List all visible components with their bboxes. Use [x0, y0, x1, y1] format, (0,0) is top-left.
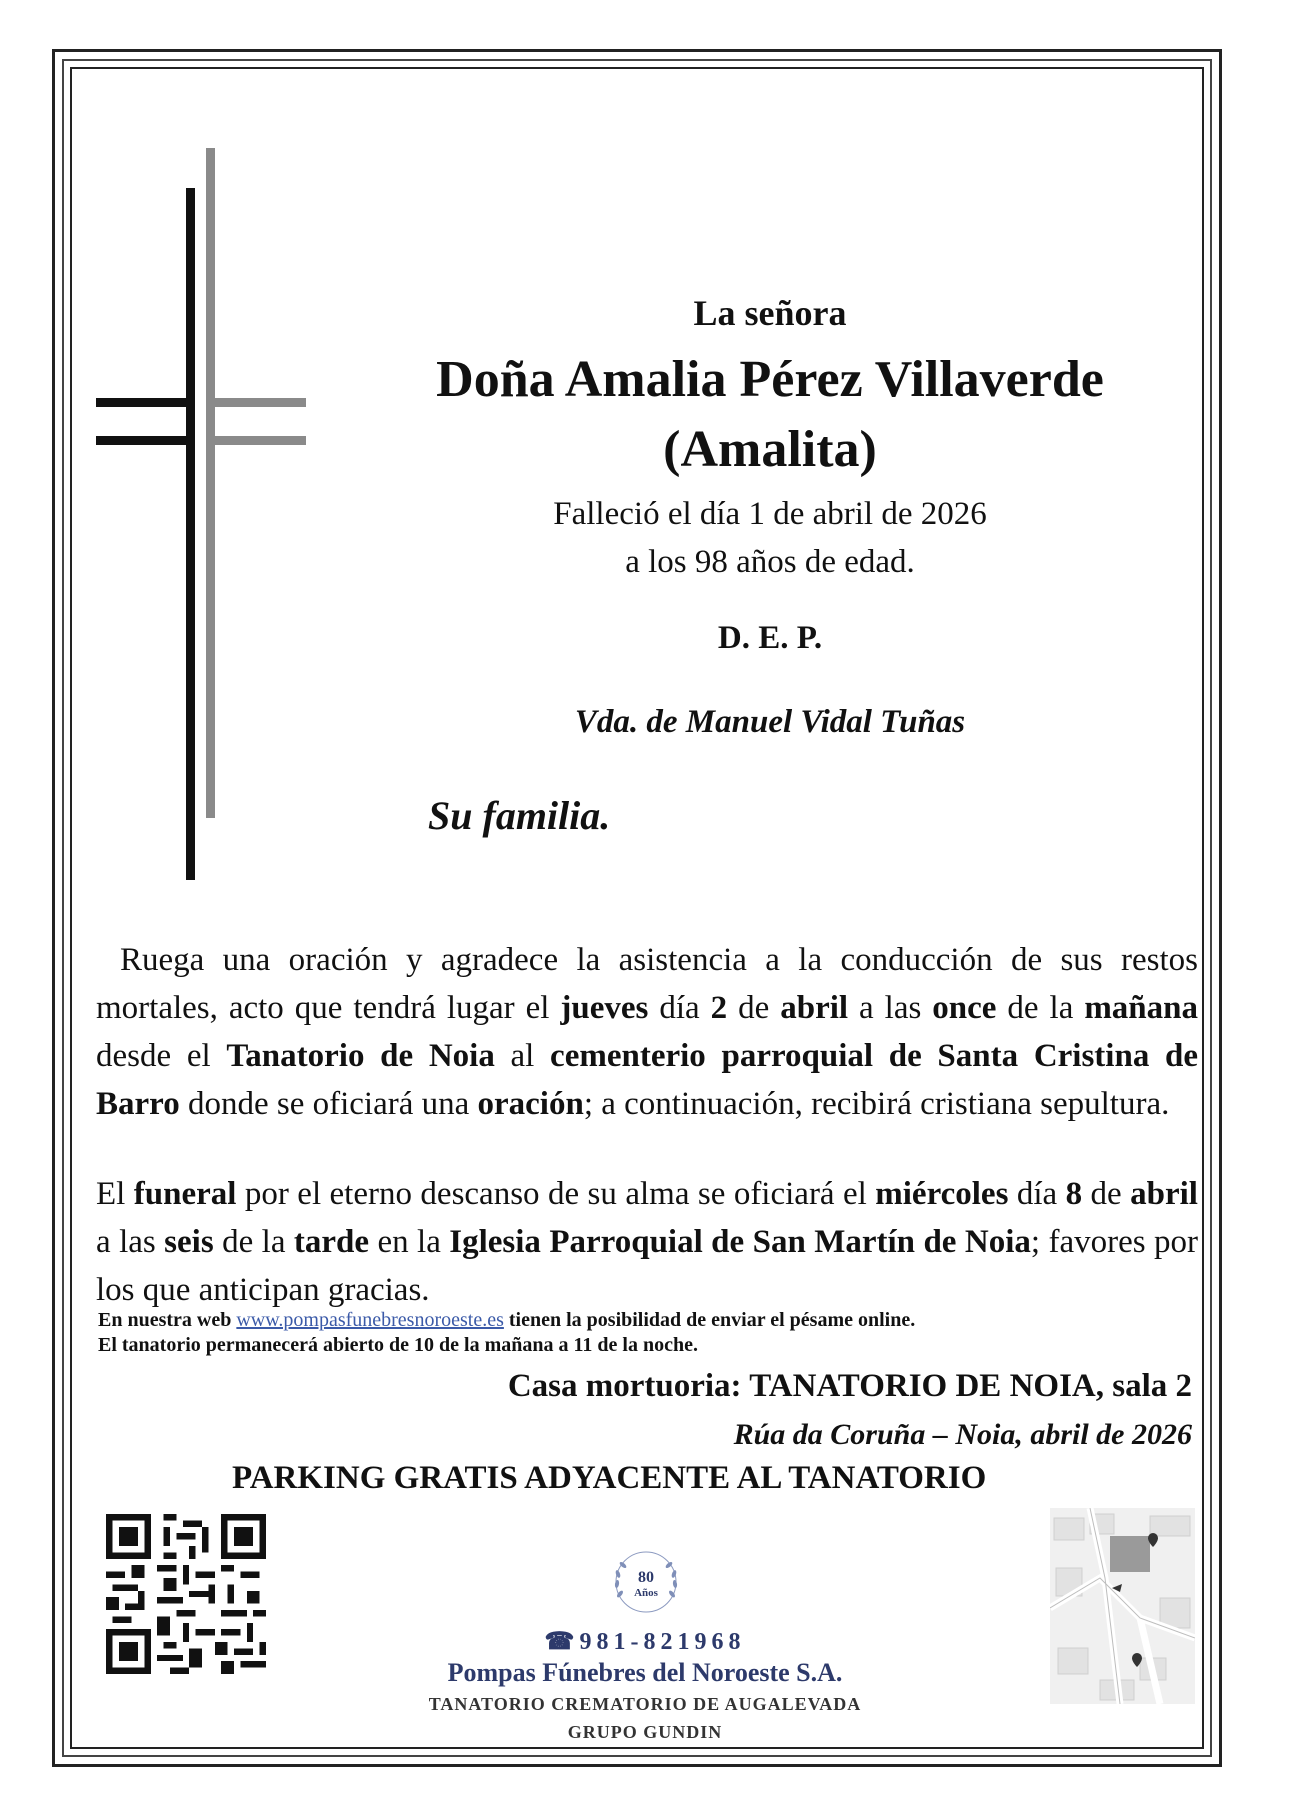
family-signature: Su familia.	[428, 793, 611, 838]
deceased-name: Doña Amalia Pérez Villaverde	[436, 351, 1104, 408]
body-text: día	[648, 990, 711, 1026]
phone-icon: ☎	[544, 1629, 580, 1655]
emphasis-text: mañana	[1084, 990, 1199, 1026]
body-text: de la	[996, 990, 1085, 1026]
emphasis-text: once	[932, 990, 997, 1026]
body-text: de	[727, 990, 781, 1026]
casa-mortuoria: Casa mortuoria: TANATORIO DE NOIA, sala 2	[507, 1368, 1192, 1404]
emphasis-text: tarde	[293, 1224, 370, 1260]
death-date: Falleció el día 1 de abril de 2026	[553, 496, 987, 532]
emphasis-text: funeral	[133, 1176, 237, 1212]
intro-text: La señora	[693, 293, 847, 333]
emphasis-text: cementerio parroquial de Santa Cristina de Barro	[96, 1038, 1199, 1122]
parking-notice: PARKING GRATIS ADYACENTE AL TANATORIO	[232, 1460, 987, 1496]
emphasis-text: oración	[477, 1086, 584, 1122]
phone-number[interactable]: ☎981-821968	[544, 1629, 746, 1655]
body-text: a las	[848, 990, 933, 1026]
website-link[interactable]: www.pompasfunebresnoroeste.es	[236, 1309, 504, 1331]
body-text: día	[1008, 1176, 1066, 1212]
emphasis-text: Iglesia Parroquial de San Martín de Noia	[449, 1224, 1031, 1260]
ceremony-paragraph	[96, 936, 1198, 1128]
logo-number: 80	[638, 1569, 654, 1586]
location-map-icon[interactable]	[1050, 1508, 1195, 1704]
body-text: a las	[96, 1224, 165, 1260]
death-age: a los 98 años de edad.	[625, 544, 915, 580]
widow-line: Vda. de Manuel Vidal Tuñas	[574, 704, 966, 740]
emphasis-text: Tanatorio de Noia	[226, 1038, 495, 1074]
emphasis-text: miércoles	[875, 1176, 1009, 1212]
death-info	[380, 490, 1160, 586]
crematorium-name: TANATORIO CREMATORIO DE AUGALEVADA	[428, 1694, 862, 1714]
body-text: desde el	[96, 1038, 227, 1074]
company-name: Pompas Fúnebres del Noroeste S.A.	[447, 1658, 843, 1687]
body-text: El	[96, 1176, 134, 1212]
emphasis-text: 2	[710, 990, 728, 1026]
body-text: Ruega una oración y agradece la asistencia a la conducción de sus restos mortales, acto que tendrá lugar el	[96, 942, 1198, 1026]
qr-code-icon[interactable]	[106, 1514, 266, 1674]
body-text: de	[1082, 1176, 1131, 1212]
body-text: donde se oficiará una	[179, 1086, 478, 1122]
rip-text: D. E. P.	[717, 620, 823, 656]
logo-text: Años	[634, 1587, 658, 1599]
emphasis-text: jueves	[560, 990, 649, 1026]
emphasis-text: 8	[1065, 1176, 1083, 1212]
anniversary-logo-icon	[606, 1542, 686, 1622]
emphasis-text: abril	[1130, 1176, 1198, 1212]
body-text: en la	[369, 1224, 450, 1260]
body-text: por el eterno descanso de su alma se oficiará el	[236, 1176, 876, 1212]
emphasis-text: abril	[780, 990, 849, 1026]
address-date: Rúa da Coruña – Noia, abril de 2026	[733, 1418, 1192, 1451]
funeral-paragraph	[96, 1170, 1198, 1314]
body-text: al	[494, 1038, 551, 1074]
body-text: ; favores por los que anticipan gracias.	[96, 1224, 1198, 1308]
body-text: ; a continuación, recibirá cristiana sepultura.	[583, 1086, 1170, 1122]
hours-note: El tanatorio permanecerá abierto de 10 de la mañana a 11 de la noche.	[98, 1334, 698, 1356]
group-name: GRUPO GUNDIN	[567, 1722, 723, 1742]
web-note: En nuestra web www.pompasfunebresnoroeste.es tienen la posibilidad de enviar el pésame online.	[98, 1309, 916, 1331]
emphasis-text: seis	[164, 1224, 214, 1260]
body-text: de la	[213, 1224, 294, 1260]
deceased-nickname: (Amalita)	[663, 421, 877, 478]
